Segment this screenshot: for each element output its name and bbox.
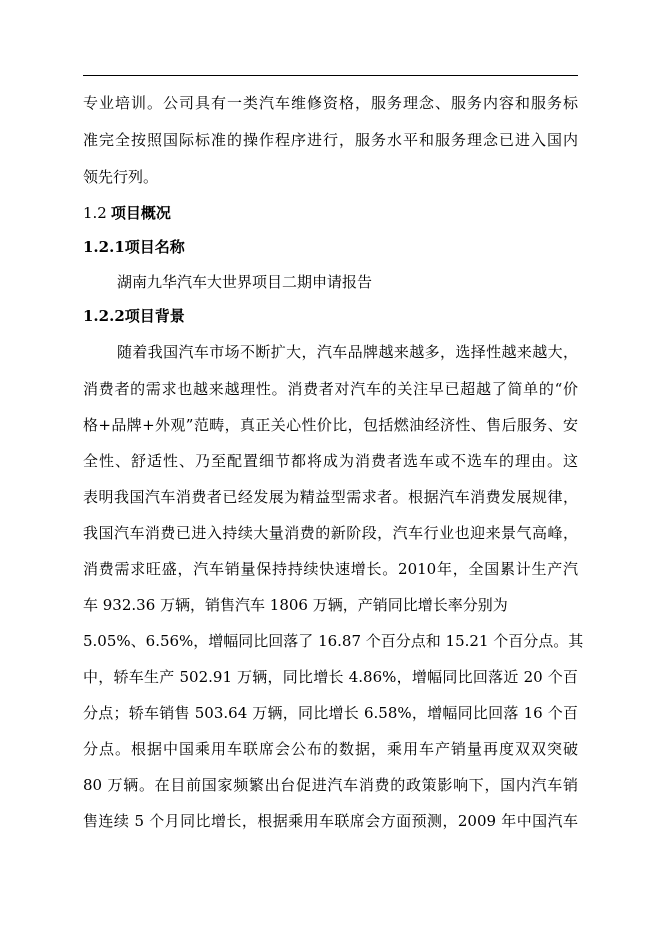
paragraph-line: 全性、舒适性、乃至配置细节都将成为消费者选车或不选车的理由。这	[83, 452, 578, 470]
paragraph-line: 领先行列。	[83, 168, 159, 186]
section-number: 1.2	[83, 204, 107, 222]
paragraph-line: 我国汽车消费已进入持续大量消费的新阶段，汽车行业也迎来景气高峰，	[83, 524, 578, 542]
paragraph-line: 分点；轿车销售 503.64 万辆，同比增长 6.58%，增幅同比回落 16 个百	[83, 704, 578, 722]
paragraph-line: 随着我国汽车市场不断扩大，汽车品牌越来越多，选择性越来越大，	[117, 343, 578, 361]
project-name-text: 湖南九华汽车大世界项目二期申请报告	[117, 273, 373, 291]
paragraph-line: 格+品牌+外观”范畴，真正关心性价比，包括燃油经济性、售后服务、安	[83, 416, 578, 434]
paragraph-line: 80 万辆。在目前国家频繁出台促进汽车消费的政策影响下，国内汽车销	[83, 776, 578, 794]
section-title: 项目名称	[124, 238, 185, 256]
paragraph-line: 售连续 5 个月同比增长，根据乘用车联席会方面预测，2009 年中国汽车	[83, 812, 578, 830]
paragraph-line: 准完全按照国际标准的操作程序进行，服务水平和服务理念已进入国内	[83, 131, 578, 149]
paragraph-line: 中，轿车生产 502.91 万辆，同比增长 4.86%，增幅同比回落近 20 个百	[83, 668, 578, 686]
section-number: 1.2.1	[83, 238, 125, 256]
section-number: 1.2.2	[83, 307, 125, 325]
paragraph-line: 消费者的需求也越来越理性。消费者对汽车的关注早已超越了简单的“价	[83, 380, 578, 398]
paragraph-line: 分点。根据中国乘用车联席会公布的数据，乘用车产销量再度双双突破	[83, 740, 578, 758]
section-heading-1-2-1	[83, 237, 185, 257]
paragraph-line: 专业培训。公司具有一类汽车维修资格，服务理念、服务内容和服务标	[83, 94, 578, 112]
header-rule	[83, 75, 578, 76]
section-heading-1-2	[83, 203, 171, 223]
paragraph-line: 表明我国汽车消费者已经发展为精益型需求者。根据汽车消费发展规律，	[83, 488, 578, 506]
section-heading-1-2-2	[83, 306, 185, 326]
paragraph-line: 消费需求旺盛，汽车销量保持持续快速增长。2010年，全国累计生产汽	[83, 560, 578, 578]
section-title: 项目背景	[124, 307, 185, 325]
paragraph-line: 车 932.36 万辆，销售汽车 1806 万辆，产销同比增长率分别为	[83, 596, 508, 614]
paragraph-line: 5.05%、6.56%，增幅同比回落了 16.87 个百分点和 15.21 个百分点。其	[83, 632, 584, 650]
section-title: 项目概况	[110, 204, 171, 222]
